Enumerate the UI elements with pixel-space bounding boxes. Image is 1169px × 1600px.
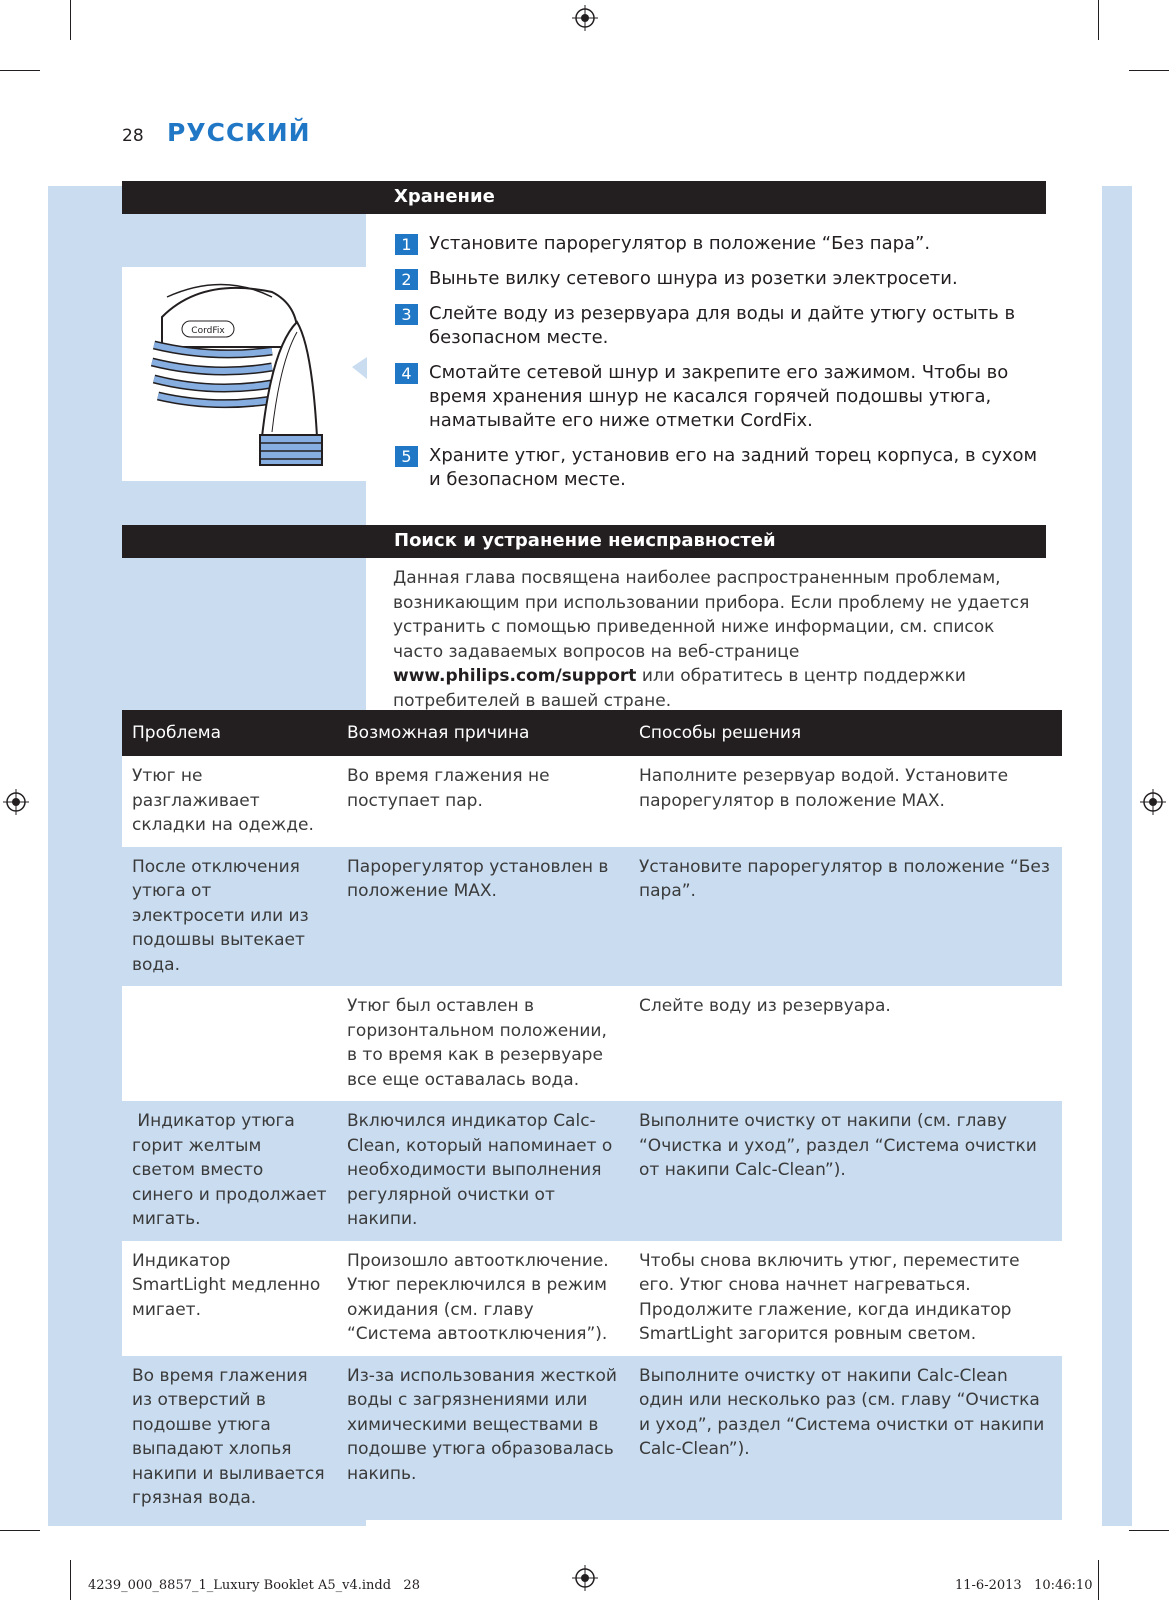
step-item (393, 232, 1043, 256)
cause-cell: Включился индикатор Calc-Clean, который напоминает о необходимости выполнения регулярной очистки от накипи. (337, 1101, 629, 1241)
step-number: 5 (395, 446, 418, 467)
step-item (393, 267, 1043, 291)
crop-mark (0, 70, 40, 71)
column-header: Проблема (122, 710, 337, 756)
section-title-troubleshooting: Поиск и устранение неисправностей (394, 530, 776, 551)
crop-mark (70, 1560, 71, 1600)
problem-cell: Утюг не разглаживает складки на одежде. (122, 756, 337, 847)
column-header: Способы решения (629, 710, 1062, 756)
troubleshooting-table (122, 710, 1062, 1520)
solution-cell: Наполните резервуар водой. Установите парорегулятор в положение MAX. (629, 756, 1062, 847)
footer-file-info: 4239_000_8857_1_Luxury Booklet A5_v4.indd 28 (88, 1578, 420, 1593)
table-row (122, 986, 1062, 1101)
crop-mark (1098, 0, 1099, 40)
cause-cell: Во время глажения не поступает пар. (337, 756, 629, 847)
step-number: 1 (395, 234, 418, 255)
storage-steps (393, 232, 1043, 503)
table-header-row (122, 710, 1062, 756)
iron-cord-icon (122, 267, 367, 481)
side-band-right (1102, 186, 1132, 1526)
registration-mark-icon (572, 5, 598, 31)
solution-cell: Чтобы снова включить утюг, переместите его. Утюг снова начнет нагреваться. Продолжите глажение, когда индикатор SmartLight загорится ровным светом. (629, 1241, 1062, 1356)
problem-cell: Во время глажения из отверстий в подошве утюга выпадают хлопья накипи и выливается грязная вода. (122, 1356, 337, 1520)
step-text: Выньте вилку сетевого шнура из розетки электросети. (429, 268, 958, 289)
step-text: Слейте воду из резервуара для воды и дайте утюгу остыть в безопасном месте. (429, 303, 1016, 348)
step-number: 4 (395, 363, 418, 384)
problem-cell: Индикатор утюга горит желтым светом вместо синего и продолжает мигать. (122, 1101, 337, 1241)
step-text: Смотайте сетевой шнур и закрепите его зажимом. Чтобы во время хранения шнур не касался горячей подошвы утюга, наматывайте его ниже отметки CordFix. (429, 362, 1009, 431)
footer-timestamp: 11-6-2013 10:46:10 (955, 1578, 1093, 1593)
step-number: 3 (395, 304, 418, 325)
crop-mark (0, 1530, 40, 1531)
intro-text-end: или обратитесь в центр поддержки потребителей в вашей стране. (393, 666, 966, 711)
solution-cell: Слейте воду из резервуара. (629, 986, 1062, 1101)
problem-cell: После отключения утюга от электросети или из подошвы вытекает вода. (122, 847, 337, 987)
column-header: Возможная причина (337, 710, 629, 756)
registration-mark-icon (1140, 789, 1166, 815)
cause-cell: Утюг был оставлен в горизонтальном положении, в то время как в резервуаре все еще оставалась вода. (337, 986, 629, 1101)
support-link[interactable]: www.philips.com/support (393, 666, 637, 686)
table-row (122, 1356, 1062, 1520)
troubleshooting-intro (393, 566, 1043, 713)
step-number: 2 (395, 269, 418, 290)
table-row (122, 1101, 1062, 1241)
language-heading: РУССКИЙ (167, 118, 311, 147)
cause-cell: Произошло автоотключение. Утюг переключился в режим ожидания (см. главу “Система автоотключения”). (337, 1241, 629, 1356)
step-text: Установите парорегулятор в положение “Без пара”. (429, 233, 931, 254)
registration-mark-icon (3, 789, 29, 815)
step-item (393, 361, 1043, 433)
problem-cell (122, 986, 337, 1101)
section-title-storage: Хранение (394, 186, 495, 207)
cordfix-illustration (122, 267, 367, 481)
solution-cell: Установите парорегулятор в положение “Без пара”. (629, 847, 1062, 987)
table-row (122, 847, 1062, 987)
step-text: Храните утюг, установив его на задний торец корпуса, в сухом и безопасном месте. (429, 445, 1038, 490)
section-bar-troubleshooting (122, 525, 1046, 558)
solution-cell: Выполните очистку от накипи Calc-Clean один или несколько раз (см. главу “Очистка и уход”, раздел “Система очистки от накипи Calc-Clean”). (629, 1356, 1062, 1520)
crop-mark (70, 0, 71, 40)
page-number: 28 (122, 126, 144, 146)
step-item (393, 302, 1043, 350)
cause-cell: Парорегулятор установлен в положение MAX. (337, 847, 629, 987)
crop-mark (1129, 70, 1169, 71)
crop-mark (1098, 1560, 1099, 1600)
registration-mark-icon (572, 1565, 598, 1591)
crop-mark (1129, 1530, 1169, 1531)
cause-cell: Из-за использования жесткой воды с загрязнениями или химическими веществами в подошве утюга образовалась накипь. (337, 1356, 629, 1520)
intro-text: Данная глава посвящена наиболее распространенным проблемам, возникающим при использовании прибора. Если проблему не удается устранить с помощью приведенной ниже информации, см. список часто задаваемых вопросов на веб-странице (393, 568, 1030, 662)
table-row (122, 756, 1062, 847)
section-bar-storage (122, 181, 1046, 214)
solution-cell: Выполните очистку от накипи (см. главу “Очистка и уход”, раздел “Система очистки от накипи Calc-Clean”). (629, 1101, 1062, 1241)
problem-cell: Индикатор SmartLight медленно мигает. (122, 1241, 337, 1356)
step-item (393, 444, 1043, 492)
table-row (122, 1241, 1062, 1356)
cordfix-label: CordFix (191, 326, 225, 336)
